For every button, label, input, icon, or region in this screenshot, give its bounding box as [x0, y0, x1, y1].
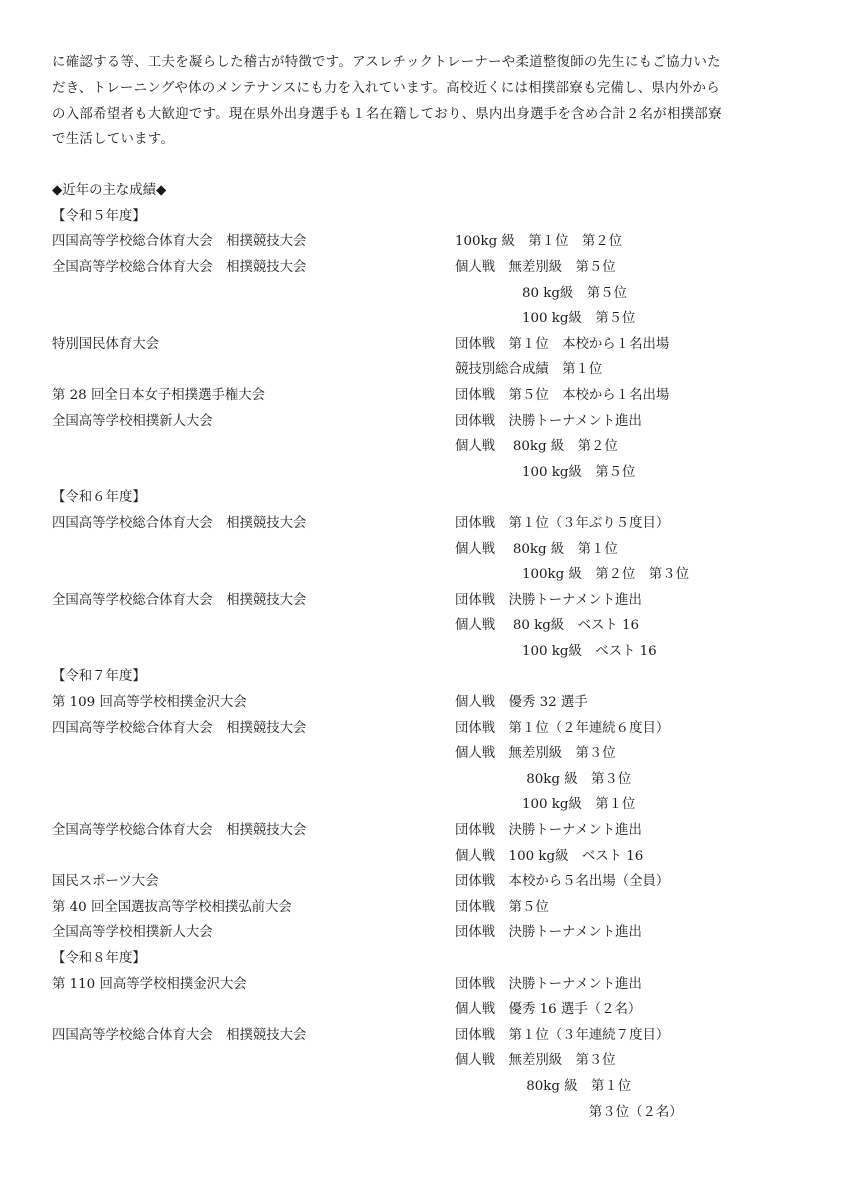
result-text: 個人戦 優秀 32 選手 [455, 695, 588, 711]
result-text: 100 kg級 ベスト 16 [455, 643, 657, 659]
result-row [52, 588, 797, 614]
event-name: 第 28 回全日本女子相撲選手権大会 [52, 387, 266, 403]
result-row [52, 972, 797, 998]
result-text: 団体戦 第１位 本校から１名出場 [455, 336, 670, 352]
result-text: 80kg 級 第３位 [455, 771, 632, 787]
year-heading: 【令和６年度】 [52, 490, 146, 506]
year-block [52, 664, 797, 946]
result-text: 80kg 級 第１位 [455, 1078, 632, 1094]
result-row [52, 1074, 797, 1100]
result-row [52, 869, 797, 895]
result-row [52, 613, 797, 639]
event-name: 全国高等学校相撲新人大会 [52, 925, 213, 941]
result-text: 80 kg級 第５位 [455, 285, 627, 301]
result-row [52, 460, 797, 486]
result-row [52, 792, 797, 818]
event-name: 全国高等学校総合体育大会 相撲競技大会 [52, 259, 307, 275]
event-name: 第 40 回全国選抜高等学校相撲弘前大会 [52, 899, 292, 915]
result-row [52, 383, 797, 409]
event-name: 第 109 回高等学校相撲金沢大会 [52, 695, 247, 711]
result-text: 団体戦 決勝トーナメント進出 [455, 823, 642, 839]
result-text: 100kg 級 第１位 第２位 [455, 234, 623, 250]
result-text: 団体戦 第１位（３年連続７度目） [455, 1027, 670, 1043]
result-row [52, 1100, 797, 1126]
result-row [52, 818, 797, 844]
result-text: 団体戦 決勝トーナメント進出 [455, 413, 642, 429]
year-heading: 【令和５年度】 [52, 208, 146, 224]
result-text: 団体戦 決勝トーナメント進出 [455, 976, 642, 992]
result-row [52, 716, 797, 742]
result-text: 第３位（２名） [455, 1104, 683, 1120]
year-block [52, 204, 797, 486]
result-text: 個人戦 無差別級 第５位 [455, 259, 616, 275]
result-text: 団体戦 第５位 本校から１名出場 [455, 387, 670, 403]
achievements-title: ◆近年の主な成績◆ [52, 183, 167, 199]
intro-line: で生活しています。 [52, 132, 175, 148]
event-name: 全国高等学校総合体育大会 相撲競技大会 [52, 592, 307, 608]
achievements-list [52, 204, 797, 1125]
result-row [52, 409, 797, 435]
result-text: 個人戦 80kg 級 第１位 [455, 541, 618, 557]
result-row [52, 920, 797, 946]
result-row [52, 537, 797, 563]
result-text: 個人戦 80kg 級 第２位 [455, 439, 618, 455]
result-row [52, 357, 797, 383]
result-text: 個人戦 80 kg級 ベスト 16 [455, 618, 640, 634]
result-row [52, 562, 797, 588]
result-row [52, 281, 797, 307]
result-row [52, 690, 797, 716]
result-text: 個人戦 無差別級 第３位 [455, 746, 616, 762]
result-text: 100 kg級 第１位 [455, 797, 636, 813]
year-block [52, 946, 797, 1125]
year-heading: 【令和７年度】 [52, 669, 146, 685]
result-text: 個人戦 優秀 16 選手（２名） [455, 1002, 642, 1018]
intro-paragraph [52, 50, 797, 153]
result-text: 個人戦 無差別級 第３位 [455, 1053, 616, 1069]
intro-line: だき、トレーニングや体のメンテナンスにも力を入れています。高校近くには相撲部寮も完備し、県内外から [52, 80, 720, 96]
result-text: 100kg 級 第２位 第３位 [455, 567, 689, 583]
result-text: 団体戦 決勝トーナメント進出 [455, 925, 642, 941]
result-text: 団体戦 本校から５名出場（全員） [455, 874, 670, 890]
achievements-section [52, 178, 797, 1125]
document-page [52, 50, 797, 1125]
result-row [52, 434, 797, 460]
event-name: 全国高等学校相撲新人大会 [52, 413, 213, 429]
result-row [52, 767, 797, 793]
result-text: 競技別総合成績 第１位 [455, 362, 603, 378]
year-heading: 【令和８年度】 [52, 951, 146, 966]
result-row [52, 844, 797, 870]
event-name: 四国高等学校総合体育大会 相撲競技大会 [52, 515, 307, 531]
result-row [52, 332, 797, 358]
result-row [52, 1023, 797, 1049]
event-name: 全国高等学校総合体育大会 相撲競技大会 [52, 823, 307, 839]
result-text: 100 kg級 第５位 [455, 464, 636, 480]
result-row [52, 511, 797, 537]
intro-line: に確認する等、工夫を凝らした稽古が特徴です。アスレチックトレーナーや柔道整復師の先生にもご協力いた [52, 55, 721, 70]
result-text: 団体戦 第１位（２年連続６度目） [455, 720, 670, 736]
result-text: 団体戦 決勝トーナメント進出 [455, 592, 642, 608]
event-name: 国民スポーツ大会 [52, 874, 159, 890]
result-row [52, 255, 797, 281]
result-text: 団体戦 第５位 [455, 899, 549, 915]
event-name: 特別国民体育大会 [52, 336, 160, 352]
result-row [52, 997, 797, 1023]
result-text: 団体戦 第１位（３年ぶり５度目） [455, 515, 670, 531]
result-row [52, 229, 797, 255]
result-row [52, 895, 797, 921]
event-name: 四国高等学校総合体育大会 相撲競技大会 [52, 234, 307, 250]
result-text: 個人戦 100 kg級 ベスト 16 [455, 848, 644, 864]
result-row [52, 306, 797, 332]
result-text: 100 kg級 第５位 [455, 311, 636, 327]
result-row [52, 1048, 797, 1074]
event-name: 第 110 回高等学校相撲金沢大会 [52, 976, 247, 992]
event-name: 四国高等学校総合体育大会 相撲競技大会 [52, 720, 307, 736]
event-name: 四国高等学校総合体育大会 相撲競技大会 [52, 1027, 307, 1043]
result-row [52, 741, 797, 767]
intro-line: の入部希望者も大歓迎です。現在県外出身選手も１名在籍しており、県内出身選手を含め合計２名が相撲部寮 [52, 106, 722, 122]
result-row [52, 639, 797, 665]
year-block [52, 485, 797, 664]
